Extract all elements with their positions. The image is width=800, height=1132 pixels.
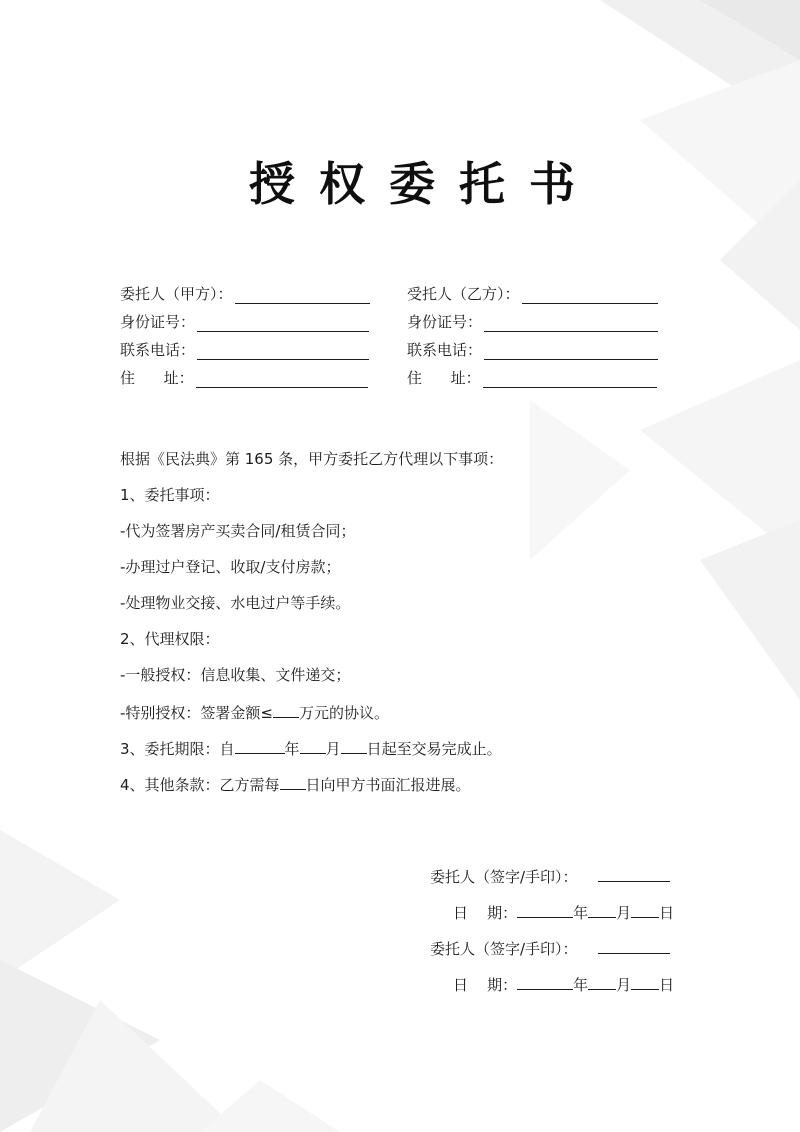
section4-suffix: 日向甲方书面汇报进展。 <box>305 776 471 794</box>
section2-special <box>120 701 389 723</box>
agent-id-blank <box>484 314 658 332</box>
section1-item-2: -办理过户登记、收取/支付房款； <box>120 558 341 576</box>
principal-phone-field <box>120 340 369 360</box>
section1-item-1: -代为签署房产买卖合同/租赁合同； <box>120 522 356 540</box>
principal-blank <box>235 286 370 304</box>
date-year-2: 年 <box>573 976 589 994</box>
principal-phone-blank <box>197 342 369 360</box>
term-year-blank <box>235 737 285 754</box>
signer-label-1: 委托人（签字/手印）： <box>430 868 578 886</box>
principal-address-label: 住 址： <box>120 369 194 387</box>
date-year-blank-2 <box>517 973 573 990</box>
date-day-blank-2 <box>631 973 659 990</box>
signature-blank-1 <box>598 865 670 882</box>
section3-prefix: 3、委托期限：自 <box>120 740 235 758</box>
principal-address-blank <box>196 370 368 388</box>
term-day-blank <box>341 737 367 754</box>
agent-address-blank <box>483 370 657 388</box>
section2-general: -一般授权：信息收集、文件递交； <box>120 666 351 684</box>
section3-day-suffix: 日起至交易完成止。 <box>366 740 502 758</box>
principal-label: 委托人（甲方）： <box>120 285 233 303</box>
date-day-blank-1 <box>631 901 659 918</box>
date-label-1: 日 期： <box>453 904 518 922</box>
signature-row-1 <box>430 865 670 887</box>
section3-term <box>120 737 502 759</box>
date-month-blank-1 <box>588 901 616 918</box>
section4-other <box>120 773 471 795</box>
date-month-1: 月 <box>616 904 632 922</box>
principal-phone-label: 联系电话： <box>120 341 196 359</box>
agent-blank <box>522 286 658 304</box>
intro-paragraph: 根据《民法典》第 165 条，甲方委托乙方代理以下事项： <box>120 450 504 468</box>
document-title: 授权委托书 <box>249 157 599 211</box>
agent-address-field <box>407 368 657 388</box>
date-month-blank-2 <box>588 973 616 990</box>
principal-id-label: 身份证号： <box>120 313 196 331</box>
principal-address-field <box>120 368 368 388</box>
date-month-2: 月 <box>616 976 632 994</box>
date-row-1 <box>453 901 674 923</box>
section3-year: 年 <box>284 740 300 758</box>
date-year-blank-1 <box>517 901 573 918</box>
section4-prefix: 4、其他条款：乙方需每 <box>120 776 280 794</box>
section1-heading: 1、委托事项： <box>120 486 220 504</box>
agent-address-label: 住 址： <box>407 369 481 387</box>
agent-id-field <box>407 312 658 332</box>
section1-item-3: -处理物业交接、水电过户等手续。 <box>120 594 351 612</box>
signature-blank-2 <box>598 937 670 954</box>
date-day-1: 日 <box>659 904 675 922</box>
amount-blank <box>273 701 299 718</box>
section2-heading: 2、代理权限： <box>120 630 220 648</box>
date-year-1: 年 <box>573 904 589 922</box>
principal-id-field <box>120 312 369 332</box>
date-label-2: 日 期： <box>453 976 518 994</box>
agent-id-label: 身份证号： <box>407 313 483 331</box>
signature-row-2 <box>430 937 670 959</box>
date-day-2: 日 <box>659 976 675 994</box>
principal-id-blank <box>197 314 369 332</box>
report-days-blank <box>280 773 306 790</box>
section2-special-prefix: -特别授权：签署金额≤ <box>120 704 273 722</box>
principal-field <box>120 284 370 304</box>
date-row-2 <box>453 973 674 995</box>
signer-label-2: 委托人（签字/手印）： <box>430 940 578 958</box>
section2-special-suffix: 万元的协议。 <box>298 704 389 722</box>
agent-field <box>407 284 658 304</box>
agent-phone-field <box>407 340 658 360</box>
section3-month: 月 <box>325 740 341 758</box>
agent-label: 受托人（乙方）： <box>407 285 520 303</box>
term-month-blank <box>300 737 326 754</box>
agent-phone-blank <box>484 342 658 360</box>
agent-phone-label: 联系电话： <box>407 341 483 359</box>
